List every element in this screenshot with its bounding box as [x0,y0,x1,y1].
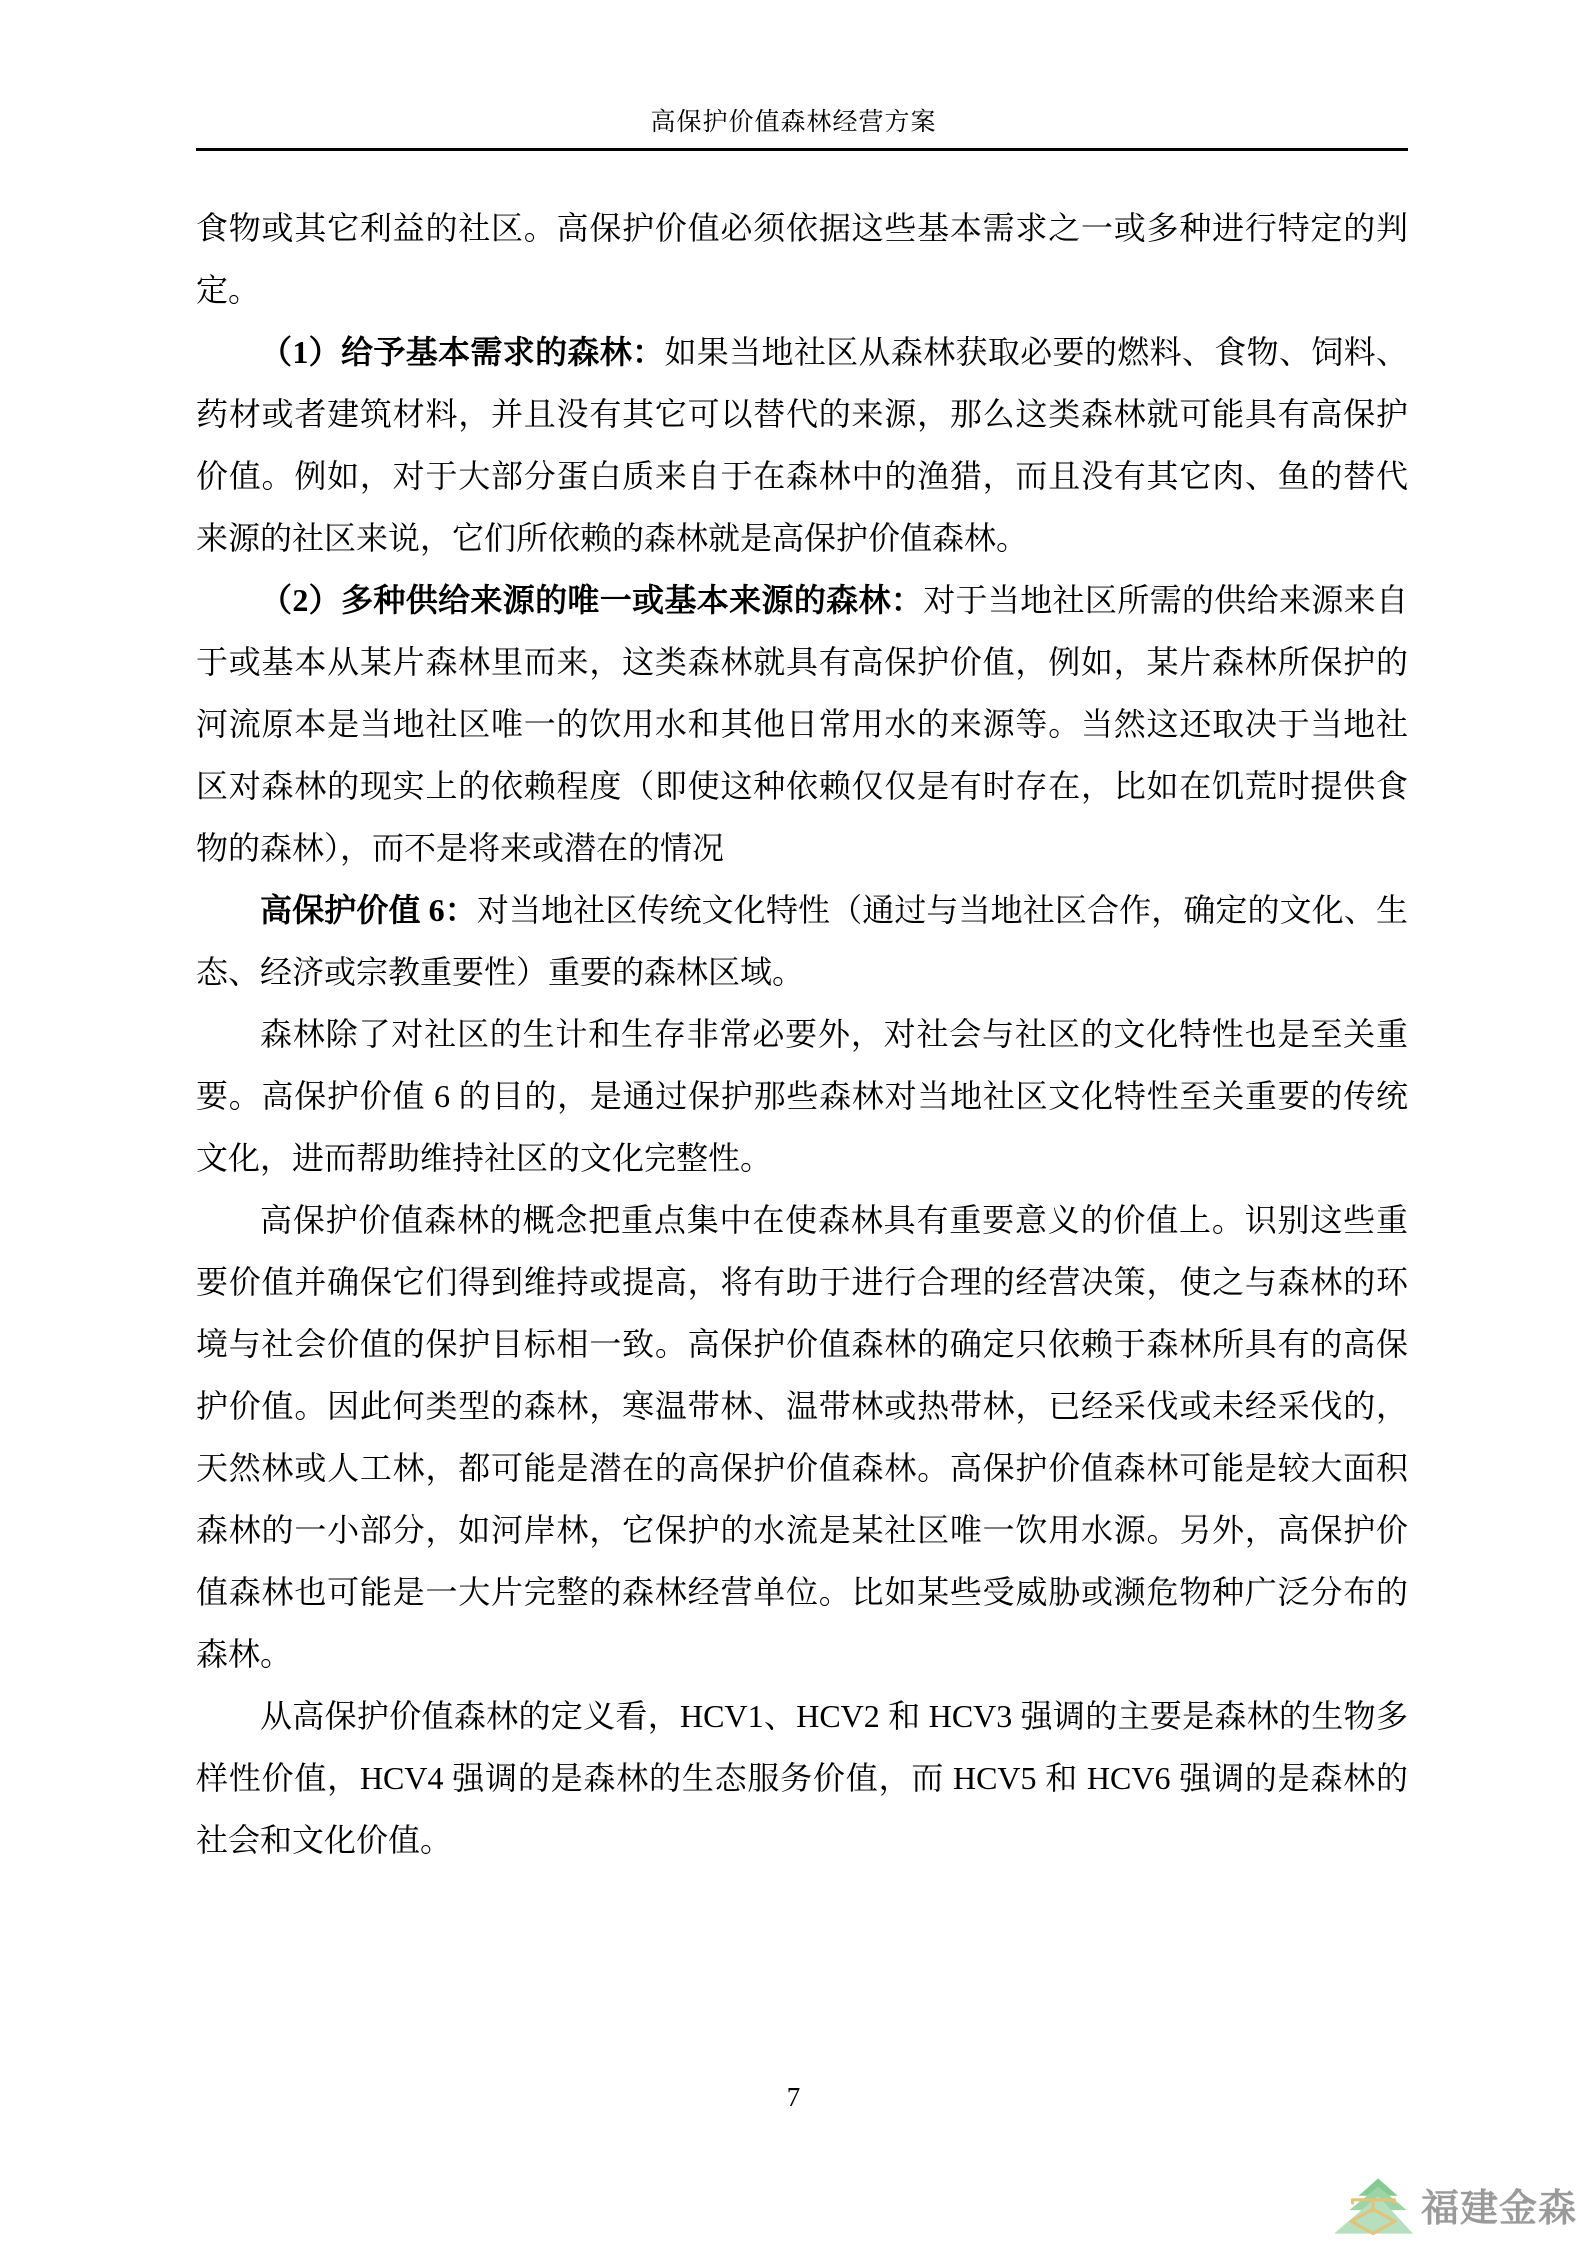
paragraph [196,321,1408,569]
document-body [196,197,1408,1871]
paragraph [196,879,1408,1003]
pine-tree-icon [1333,2178,1415,2235]
paragraph-text: 高保护价值森林的概念把重点集中在使森林具有重要意义的价值上。识别这些重要价值并确保它们得到维持或提高，将有助于进行合理的经营决策，使之与森林的环境与社会价值的保护目标相一致。高保护价值森林的确定只依赖于森林所具有的高保护价值。因此何类型的森林，寒温带林、温带林或热带林，已经采伐或未经采伐的，天然林或人工林，都可能是潜在的高保护价值森林。高保护价值森林可能是较大面积森林的一小部分，如河岸林，它保护的水流是某社区唯一饮用水源。另外，高保护价值森林也可能是一大片完整的森林经营单位。比如某些受威胁或濒危物种广泛分布的森林。 [196,1202,1408,1672]
paragraph-lead: 高保护价值 6： [260,892,477,928]
page-header-title: 高保护价值森林经营方案 [650,109,937,136]
company-logo-text: 福建金森 [1421,2188,1578,2230]
company-logo [1333,2174,1587,2245]
paragraph-text: 食物或其它利益的社区。高保护价值必须依据这些基本需求之一或多种进行特定的判定。 [196,210,1408,308]
page-number: 7 [786,2082,801,2112]
paragraph-lead: （2）多种供给来源的唯一或基本来源的森林： [260,582,924,618]
header-divider [196,148,1408,151]
paragraph [196,1003,1408,1189]
paragraph-lead: （1）给予基本需求的森林： [260,334,665,370]
paragraph-text: 对于当地社区所需的供给来源来自于或基本从某片森林里而来，这类森林就具有高保护价值，例如，某片森林所保护的河流原本是当地社区唯一的饮用水和其他日常用水的来源等。当然这还取决于当地社区对森林的现实上的依赖程度（即使这种依赖仅仅是有时存在，比如在饥荒时提供食物的森林），而不是将来或潜在的情况 [196,582,1408,866]
paragraph-text: 从高保护价值森林的定义看，HCV1、HCV2 和 HCV3 强调的主要是森林的生物多样性价值，HCV4 强调的是森林的生态服务价值，而 HCV5 和 HCV6 强调的是森林的社会和文化价值。 [196,1698,1408,1858]
paragraph-text: 如果当地社区从森林获取必要的燃料、食物、饲料、药材或者建筑材料，并且没有其它可以替代的来源，那么这类森林就可能具有高保护价值。例如，对于大部分蛋白质来自于在森林中的渔猎，而且没有其它肉、鱼的替代来源的社区来说，它们所依赖的森林就是高保护价值森林。 [196,334,1408,556]
paragraph [196,1189,1408,1685]
paragraph [196,197,1408,321]
paragraph-text: 森林除了对社区的生计和生存非常必要外，对社会与社区的文化特性也是至关重要。高保护价值 6 的目的，是通过保护那些森林对当地社区文化特性至关重要的传统文化，进而帮助维持社区的文化完整性。 [196,1016,1408,1176]
paragraph-text: 对当地社区传统文化特性（通过与当地社区合作，确定的文化、生态、经济或宗教重要性）重要的森林区域。 [196,892,1408,990]
paragraph [196,569,1408,879]
paragraph [196,1685,1408,1871]
